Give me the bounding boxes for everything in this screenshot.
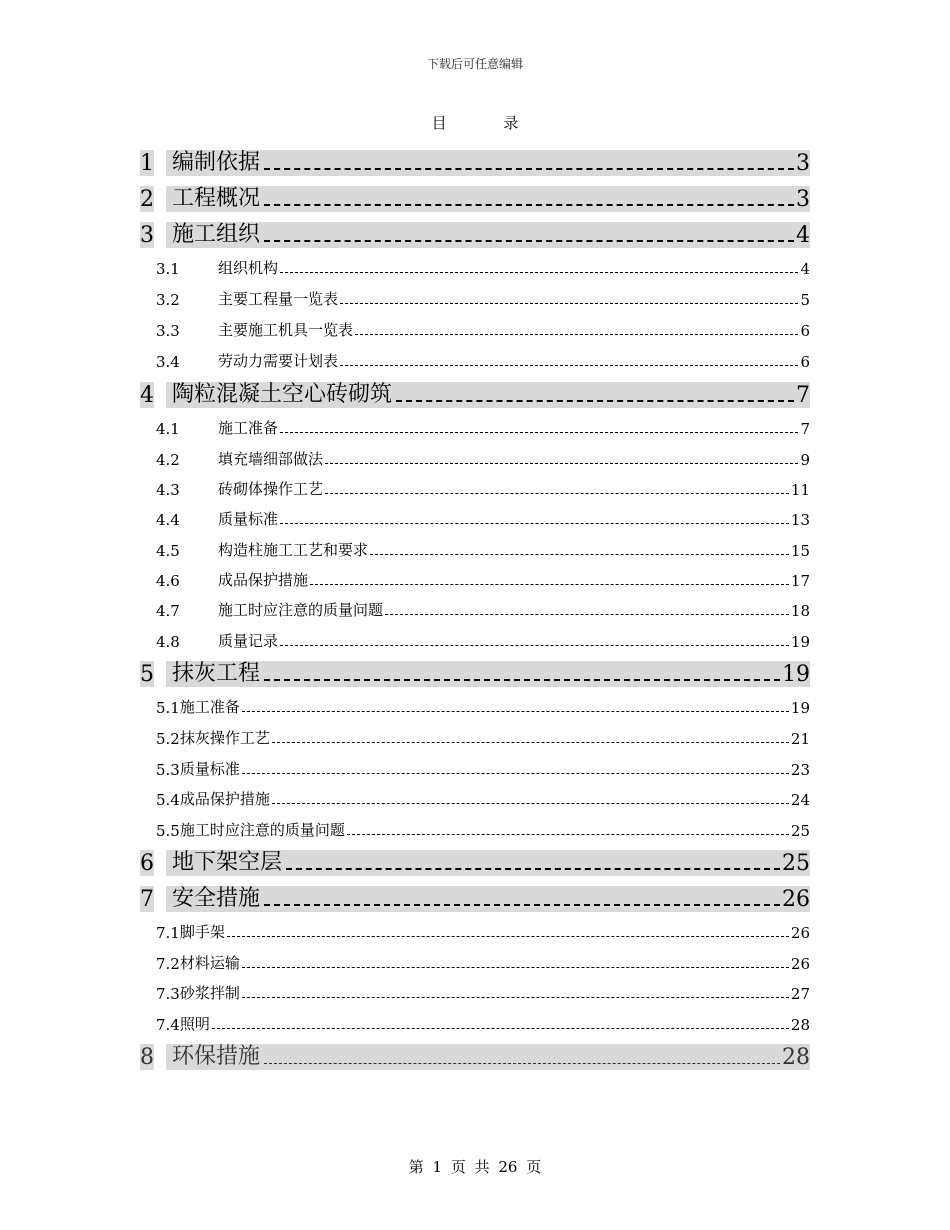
toc-dot-leader — [264, 204, 794, 206]
toc-entry[interactable] — [140, 318, 810, 340]
toc-entry[interactable] — [140, 981, 810, 1003]
toc-entry-number: 5 — [140, 662, 154, 687]
toc-entry-title: 劳动力需要计划表 — [218, 352, 339, 370]
toc-entry-title: 施工准备 — [218, 419, 279, 437]
toc-entry-number: 4.1 — [156, 420, 180, 438]
toc-entry-number: 2 — [140, 187, 154, 212]
toc-entry[interactable] — [140, 287, 810, 309]
toc-entry-title: 脚手架 — [179, 923, 225, 941]
toc-entry-title: 施工时应注意的质量问题 — [179, 821, 345, 839]
toc-dot-leader — [385, 614, 789, 615]
toc-entry-page: 6 — [800, 322, 810, 340]
toc-entry-title: 施工准备 — [179, 698, 240, 716]
toc-dot-leader — [325, 493, 789, 494]
toc-entry-number: 5.5 — [156, 822, 180, 840]
toc-dot-leader — [347, 834, 789, 835]
toc-dot-leader — [242, 967, 789, 968]
toc-entry-title: 主要工程量一览表 — [218, 290, 339, 308]
toc-entry-page: 9 — [800, 451, 810, 469]
toc-entry-number: 7.3 — [156, 985, 180, 1003]
toc-entry-page: 5 — [800, 291, 810, 309]
toc-entry-title: 成品保护措施 — [179, 790, 270, 808]
toc-entry[interactable] — [140, 951, 810, 973]
toc-entry-number: 5.1 — [156, 699, 180, 717]
toc-entry-title: 施工时应注意的质量问题 — [218, 601, 384, 619]
toc-entry-page: 7 — [796, 383, 810, 408]
toc-entry-title: 地下架空层 — [172, 850, 283, 875]
toc-entry[interactable] — [140, 507, 810, 529]
toc-dot-leader — [396, 400, 794, 402]
toc-dot-leader — [370, 554, 789, 555]
toc-entry[interactable] — [140, 380, 810, 408]
toc-entry-number: 4.8 — [156, 633, 180, 651]
toc-dot-leader — [264, 1063, 780, 1064]
toc-entry-title: 主要施工机具一览表 — [218, 321, 354, 339]
toc-entry-number: 3.1 — [156, 260, 180, 278]
toc-entry-number: 8 — [140, 1045, 154, 1070]
toc-entry[interactable] — [140, 538, 810, 560]
toc-entry-number: 3.4 — [156, 353, 180, 371]
toc-entry-page: 19 — [790, 699, 810, 717]
toc-entry-number: 1 — [140, 151, 154, 176]
toc-dot-leader — [264, 904, 780, 906]
toc-entry-page: 15 — [790, 542, 810, 560]
toc-entry-title: 工程概况 — [172, 186, 261, 211]
toc-dot-leader — [286, 868, 780, 870]
toc-entry[interactable] — [140, 256, 810, 278]
toc-entry[interactable] — [140, 447, 810, 469]
toc-entry-page: 19 — [782, 662, 810, 687]
toc-entry[interactable] — [140, 848, 810, 876]
toc-entry[interactable] — [140, 757, 810, 779]
toc-entry-title: 材料运输 — [179, 954, 240, 972]
toc-entry-number: 4.7 — [156, 602, 180, 620]
toc-dot-leader — [264, 168, 794, 170]
toc-entry-number: 4.6 — [156, 572, 180, 590]
toc-entry-page: 21 — [790, 730, 810, 748]
toc-dot-leader — [242, 997, 789, 998]
toc-dot-leader — [227, 936, 789, 937]
toc-entry-number: 4.3 — [156, 481, 180, 499]
toc-entry-page: 3 — [796, 151, 810, 176]
toc-entry-title: 成品保护措施 — [218, 571, 309, 589]
toc-entry[interactable] — [140, 726, 810, 748]
toc-entry-number: 4.2 — [156, 451, 180, 469]
toc-entry-number: 5.4 — [156, 791, 180, 809]
toc-entry[interactable] — [140, 920, 810, 942]
toc-entry-title: 抹灰工程 — [172, 661, 261, 686]
toc-entry-page: 13 — [790, 511, 810, 529]
toc-entry-page: 3 — [796, 187, 810, 212]
toc-entry-title: 照明 — [179, 1015, 210, 1033]
toc-dot-leader — [340, 303, 798, 304]
toc-dot-leader — [264, 679, 780, 681]
toc-entry-title: 环保措施 — [172, 1044, 261, 1069]
toc-entry-number: 4.5 — [156, 542, 180, 560]
toc-entry[interactable] — [140, 884, 810, 912]
toc-entry-title: 构造柱施工工艺和要求 — [218, 541, 369, 559]
toc-entry[interactable] — [140, 148, 810, 176]
toc-dot-leader — [242, 711, 789, 712]
toc-entry-number: 7.4 — [156, 1016, 180, 1034]
toc-entry-title: 安全措施 — [172, 886, 261, 911]
toc-entry-number: 3.3 — [156, 322, 180, 340]
toc-entry-title: 陶粒混凝土空心砖砌筑 — [172, 382, 393, 407]
toc-entry[interactable] — [140, 477, 810, 499]
toc-entry-page: 7 — [800, 420, 810, 438]
toc-entry-title: 组织机构 — [218, 259, 279, 277]
toc-entry[interactable] — [140, 416, 810, 438]
toc-dot-leader — [272, 742, 789, 743]
toc-entry[interactable] — [140, 695, 810, 717]
toc-entry-page: 25 — [782, 851, 810, 876]
page-footer: 第 1 页 共 26 页 — [408, 1158, 542, 1176]
toc-entry[interactable] — [140, 220, 810, 248]
toc-entry-page: 4 — [796, 223, 810, 248]
toc-entry[interactable] — [140, 659, 810, 687]
toc-entry-page: 26 — [782, 887, 810, 912]
toc-dot-leader — [272, 803, 789, 804]
toc-entry-number: 5.2 — [156, 730, 180, 748]
toc-dot-leader — [310, 584, 789, 585]
toc-title: 目 录 — [431, 114, 545, 132]
toc-entry-number: 3 — [140, 223, 154, 248]
toc-dot-leader — [280, 432, 798, 433]
toc-entry-number: 4.4 — [156, 511, 180, 529]
toc-entry-title: 填充墙细部做法 — [218, 450, 324, 468]
toc-dot-leader — [355, 334, 798, 335]
toc-entry-page: 19 — [790, 633, 810, 651]
toc-dot-leader — [340, 365, 798, 366]
toc-entry-page: 25 — [790, 822, 810, 840]
toc-dot-leader — [280, 645, 789, 646]
toc-entry-page: 4 — [800, 260, 810, 278]
toc-entry-number: 5.3 — [156, 761, 180, 779]
toc-entry[interactable] — [140, 1042, 810, 1070]
toc-entry[interactable] — [140, 787, 810, 809]
toc-entry-title: 质量标准 — [218, 510, 279, 528]
toc-entry-number: 7.1 — [156, 924, 180, 942]
toc-entry-number: 6 — [140, 851, 154, 876]
toc-entry[interactable] — [140, 568, 810, 590]
toc-dot-leader — [325, 463, 798, 464]
toc-entry-title: 抹灰操作工艺 — [179, 729, 270, 747]
toc-entry-title: 施工组织 — [172, 222, 261, 247]
toc-entry-page: 28 — [782, 1045, 810, 1070]
toc-dot-leader — [280, 272, 798, 273]
toc-entry-number: 4 — [140, 383, 154, 408]
page-header: 下载后可任意编辑 — [426, 57, 523, 71]
toc-dot-leader — [242, 773, 789, 774]
toc-entry-page: 26 — [790, 924, 810, 942]
toc-entry[interactable] — [140, 818, 810, 840]
toc-dot-leader — [212, 1028, 789, 1029]
toc-dot-leader — [264, 240, 794, 242]
toc-entry-number: 7.2 — [156, 955, 180, 973]
toc-dot-leader — [280, 523, 789, 524]
toc-entry-page: 27 — [790, 985, 810, 1003]
toc-entry-page: 28 — [790, 1016, 810, 1034]
toc-entry-page: 24 — [790, 791, 810, 809]
toc-entry-title: 编制依据 — [172, 150, 261, 175]
toc-entry-title: 砂浆拌制 — [179, 984, 240, 1002]
toc-entry[interactable] — [140, 1012, 810, 1034]
toc-entry-number: 7 — [140, 887, 154, 912]
toc-entry-page: 6 — [800, 353, 810, 371]
toc-entry-page: 17 — [790, 572, 810, 590]
toc-entry-page: 26 — [790, 955, 810, 973]
toc-entry-page: 23 — [790, 761, 810, 779]
toc-entry-title: 砖砌体操作工艺 — [218, 480, 324, 498]
toc-entry-page: 11 — [790, 481, 810, 499]
toc-entry[interactable] — [140, 349, 810, 371]
toc-entry-title: 质量记录 — [218, 632, 279, 650]
toc-entry-page: 18 — [790, 602, 810, 620]
toc-entry-number: 3.2 — [156, 291, 180, 309]
toc-entry[interactable] — [140, 629, 810, 651]
toc-entry-title: 质量标准 — [179, 760, 240, 778]
toc-entry[interactable] — [140, 598, 810, 620]
toc-entry[interactable] — [140, 184, 810, 212]
